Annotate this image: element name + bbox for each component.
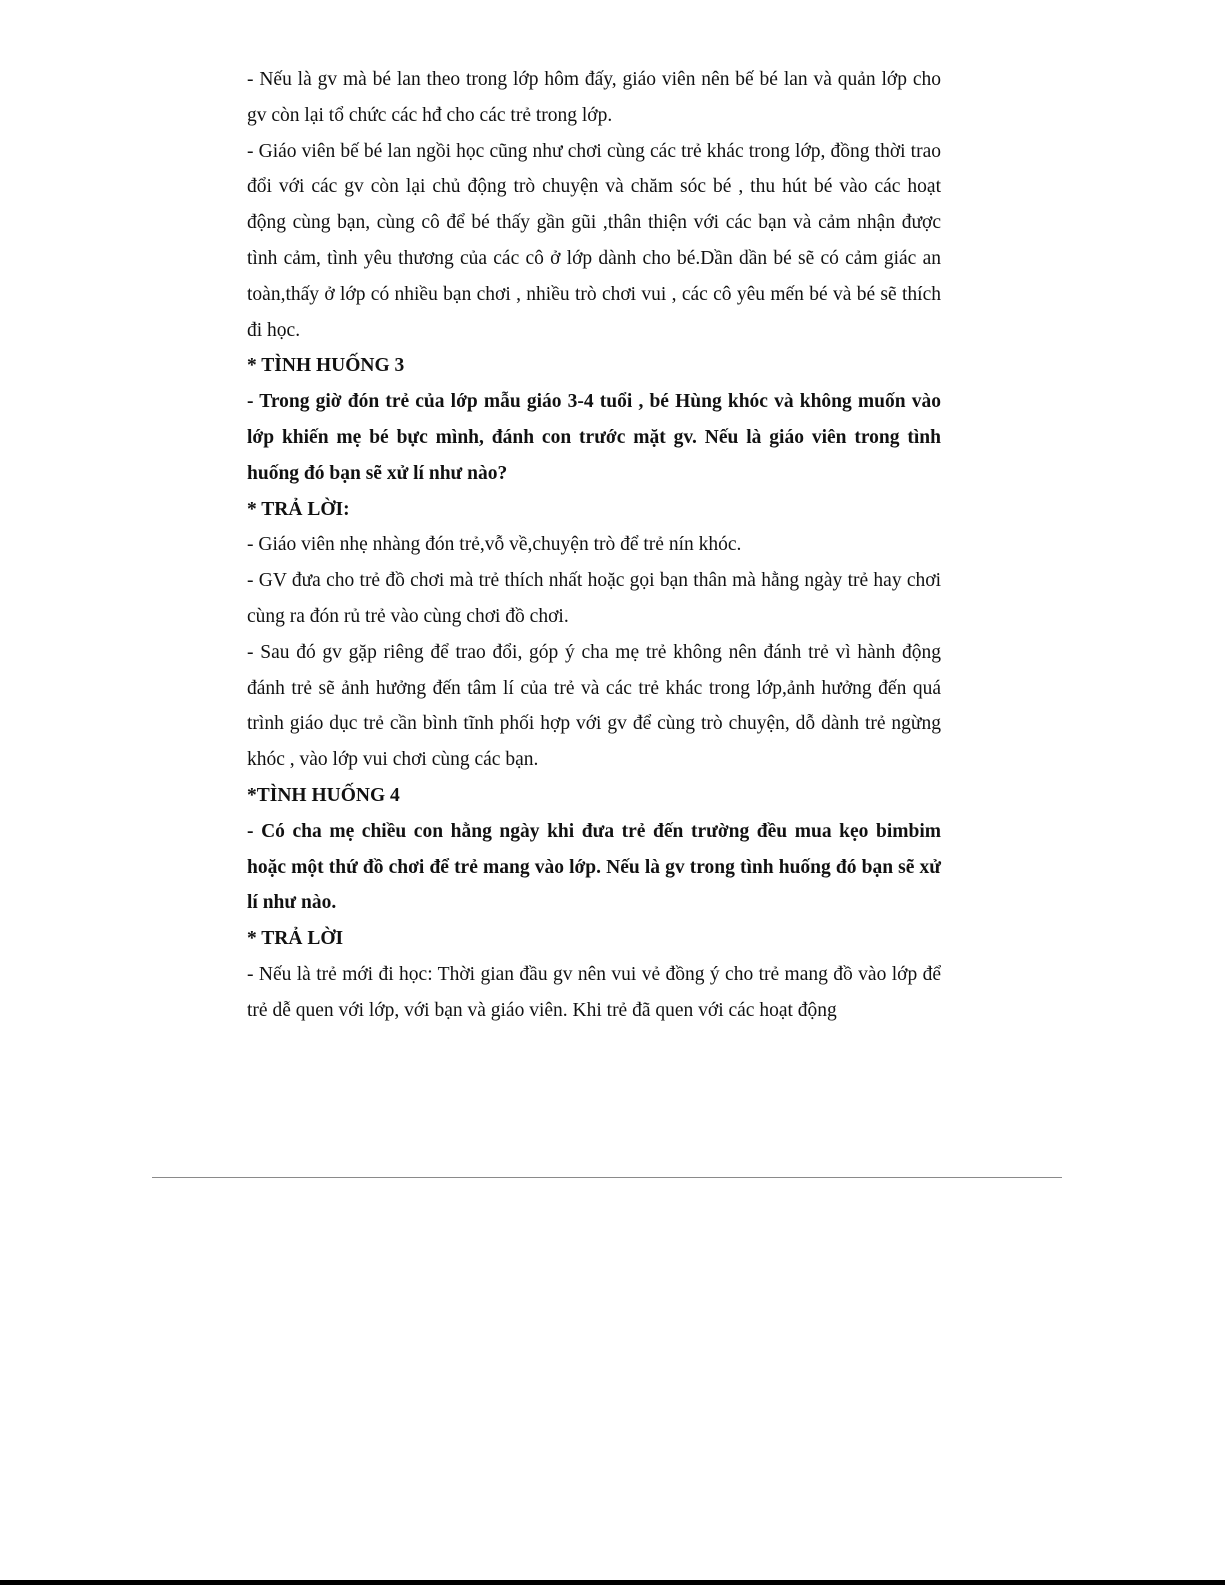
answer-3-point-3: - Sau đó gv gặp riêng để trao đổi, góp ý cha mẹ trẻ không nên đánh trẻ vì hành động đánh trẻ sẽ ảnh hưởng đến tâm lí của trẻ và các trẻ khác trong lớp,ảnh hưởng đến quá trình giáo dục trẻ cần bình tĩnh phối hợp với gv để cùng trò chuyện, dỗ dành trẻ ngừng khóc , vào lớp vui chơi cùng các bạn. [247,641,941,771]
answer-3-point-1: - Giáo viên nhẹ nhàng đón trẻ,vỗ về,chuyện trò để trẻ nín khóc. [247,534,742,556]
heading-situation-4: *TÌNH HUỐNG 4 [247,784,400,806]
question-situation-4: - Có cha mẹ chiều con hằng ngày khi đưa trẻ đến trường đều mua kẹo bimbim hoặc một thứ đồ chơi để trẻ mang vào lớp. Nếu là gv trong tình huống đó bạn sẽ xử lí như nào. [247,820,941,914]
heading-answer-3: * TRẢ LỜI: [247,498,350,520]
paragraph-teacher-holds-lan: - Nếu là gv mà bé lan theo trong lớp hôm đấy, giáo viên nên bế bé lan và quản lớp cho gv còn lại tổ chức các hđ cho các trẻ trong lớp. [247,69,941,126]
heading-situation-3: * TÌNH HUỐNG 3 [247,355,405,377]
heading-answer-4: * TRẢ LỜI [247,928,344,950]
question-situation-3: - Trong giờ đón trẻ của lớp mẫu giáo 3-4 tuổi , bé Hùng khóc và không muốn vào lớp khiến mẹ bé bực mình, đánh con trước mặt gv. Nếu là giáo viên trong tình huống đó bạn sẽ xử lí như nào? [247,391,941,484]
page-bottom-edge [0,1580,1225,1585]
page-divider [152,1177,1062,1178]
paragraph-teacher-plays-with-lan: - Giáo viên bế bé lan ngồi học cũng như chơi cùng các trẻ khác trong lớp, đồng thời trao đổi với các gv còn lại chủ động trò chuyện và chăm sóc bé , thu hút bé vào các hoạt động cùng bạn, cùng cô để bé thấy gần gũi ,thân thiện với các bạn và cảm nhận được tình cảm, tình yêu thương của các cô ở lớp dành cho bé.Dần dần bé sẽ có cảm giác an toàn,thấy ở lớp có nhiều bạn chơi , nhiều trò chơi vui , các cô yêu mến bé và bé sẽ thích đi học. [247,140,941,341]
answer-4-point-1: - Nếu là trẻ mới đi học: Thời gian đầu gv nên vui vẻ đồng ý cho trẻ mang đồ vào lớp để trẻ dễ quen với lớp, với bạn và giáo viên. Khi trẻ đã quen với các hoạt động [247,963,941,1021]
answer-3-point-2: - GV đưa cho trẻ đồ chơi mà trẻ thích nhất hoặc gọi bạn thân mà hằng ngày trẻ hay chơi cùng ra đón rủ trẻ vào cùng chơi đồ chơi. [247,570,941,627]
document-body [247,62,941,1029]
